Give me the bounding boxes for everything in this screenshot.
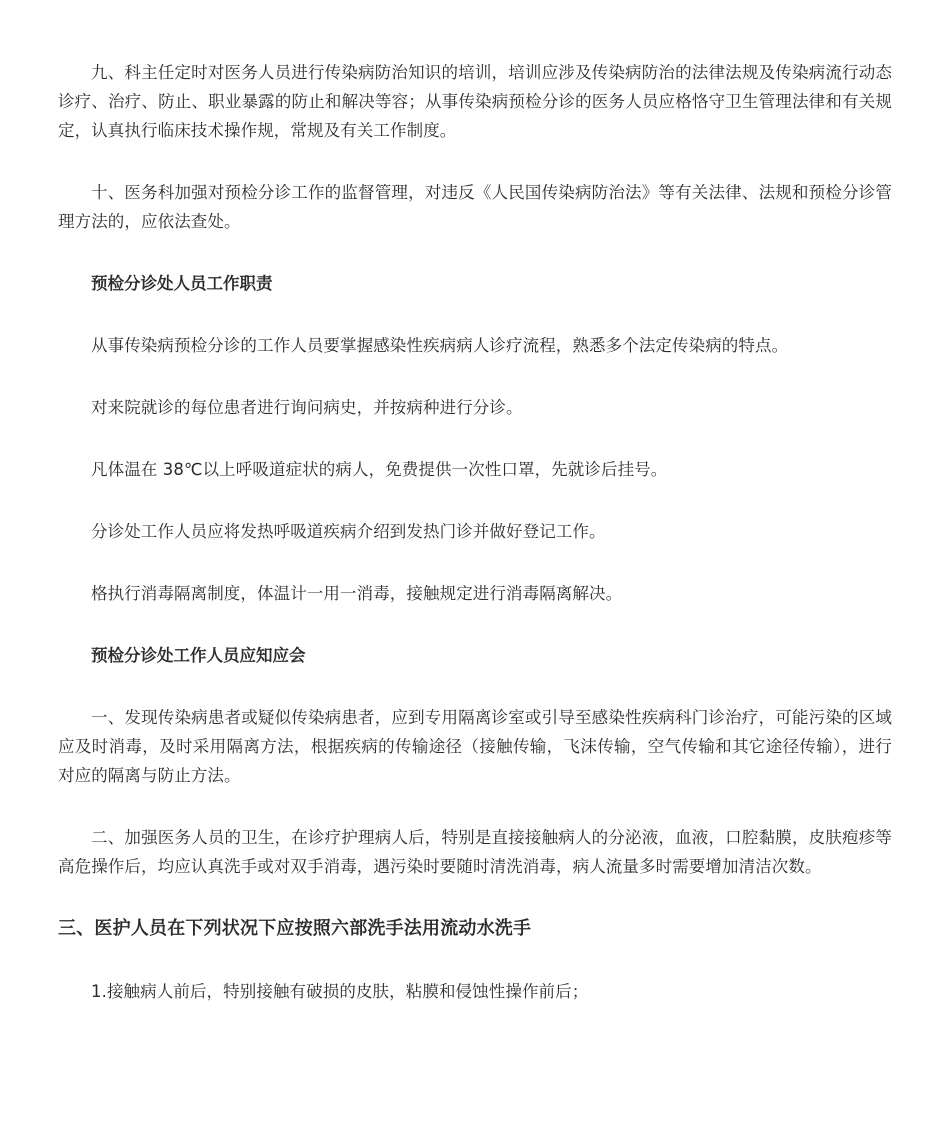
paragraph-ten: 十、医务科加强对预检分诊工作的监督管理，对违反《人民国传染病防治法》等有关法律、法规和预检分诊管理方法的，应依法查处。 xyxy=(58,183,892,231)
paragraph-nine: 九、科主任定时对医务人员进行传染病防治知识的培训，培训应涉及传染病防治的法律法规及传染病流行动态诊疗、治疗、防止、职业暴露的防止和解决等容；从事传染病预检分诊的医务人员应格恪守卫生管理法律和有关规定，认真执行临床技术操作规，常规及有关工作制度。 xyxy=(58,63,892,140)
paragraph-handwashing-1: 1.接触病人前后，特别接触有破损的皮肤，粘膜和侵蚀性操作前后； xyxy=(91,982,589,1001)
paragraph-duty-4: 分诊处工作人员应将发热呼吸道疾病介绍到发热门诊并做好登记工作。 xyxy=(91,522,606,541)
paragraph-duty-2: 对来院就诊的每位患者进行询问病史，并按病种进行分诊。 xyxy=(91,398,523,417)
paragraph-duty-5: 格执行消毒隔离制度，体温计一用一消毒，接触规定进行消毒隔离解决。 xyxy=(91,584,623,603)
subheading-triage-knowledge: 预检分诊处工作人员应知应会 xyxy=(91,646,306,665)
paragraph-duty-3: 凡体温在 38℃以上呼吸道症状的病人，免费提供一次性口罩，先就诊后挂号。 xyxy=(91,460,668,479)
section-heading-handwashing: 三、医护人员在下列状况下应按照六部洗手法用流动水洗手 xyxy=(58,918,532,939)
subheading-triage-duties: 预检分诊处人员工作职责 xyxy=(91,274,273,293)
paragraph-duty-1: 从事传染病预检分诊的工作人员要掌握感染性疾病病人诊疗流程，熟悉多个法定传染病的特点。 xyxy=(91,336,789,355)
paragraph-knowledge-1: 一、发现传染病患者或疑似传染病患者，应到专用隔离诊室或引导至感染性疾病科门诊治疗，可能污染的区域应及时消毒，及时采用隔离方法，根据疾病的传输途径（接触传输，飞沫传输，空气传输和其它途径传输），进行对应的隔离与防止方法。 xyxy=(58,708,892,785)
paragraph-knowledge-2: 二、加强医务人员的卫生，在诊疗护理病人后，特别是直接接触病人的分泌液，血液，口腔黏膜，皮肤疱疹等高危操作后，均应认真洗手或对双手消毒，遇污染时要随时清洗消毒，病人流量多时需要增加清洁次数。 xyxy=(58,828,892,876)
